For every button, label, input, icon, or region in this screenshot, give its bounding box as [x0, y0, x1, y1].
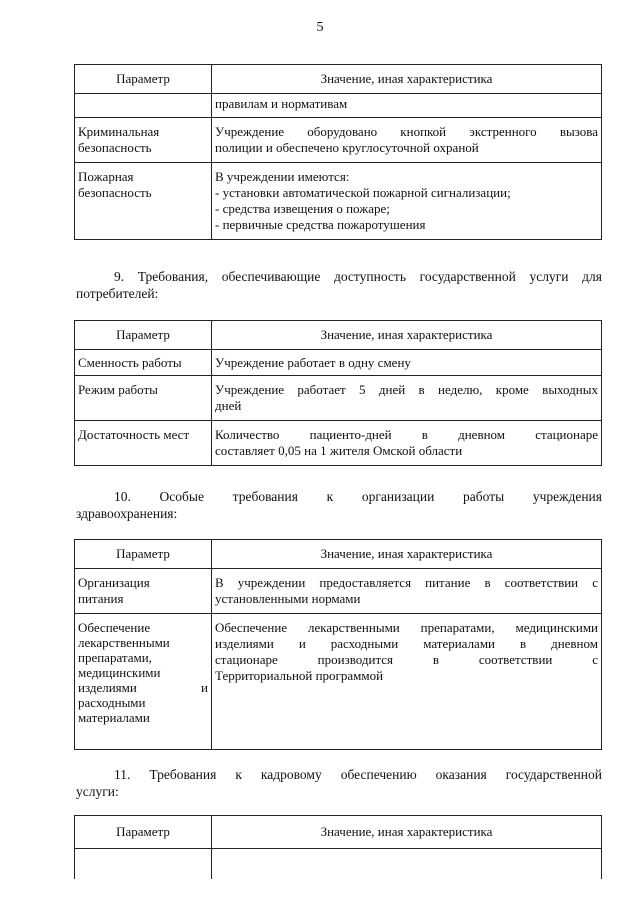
value-line: Учреждение работает в одну смену	[215, 355, 411, 370]
section-10-heading	[76, 488, 602, 522]
row-value	[212, 569, 602, 614]
row-value	[212, 421, 602, 466]
header-value: Значение, иная характеристика	[212, 816, 602, 849]
param-line: материалами	[78, 710, 150, 725]
value-line: - установки автоматической пожарной сигнализации;	[215, 185, 511, 200]
table-accessibility	[74, 320, 602, 466]
table-row	[75, 376, 602, 421]
value-line: Учреждение оборудовано кнопкой экстренного вызова	[215, 124, 598, 139]
row-param	[75, 94, 212, 118]
table-staffing	[74, 815, 602, 879]
value-line: Обеспечение лекарственными препаратами, медицинскими	[215, 620, 598, 635]
value-line: полиции и обеспечено круглосуточной охраной	[215, 140, 479, 155]
value-line: В учреждении предоставляется питание в соответствии с	[215, 575, 598, 590]
row-param	[75, 421, 212, 466]
value-line: Учреждение работает 5 дней в неделю, кроме выходных	[215, 382, 598, 397]
param-line: безопасность	[78, 185, 152, 200]
value-line: правилам и нормативам	[215, 96, 348, 111]
row-value	[212, 118, 602, 163]
header-param: Параметр	[75, 65, 212, 94]
header-value: Значение, иная характеристика	[212, 540, 602, 569]
row-param	[75, 118, 212, 163]
param-line: Организация	[78, 575, 150, 590]
row-param	[75, 569, 212, 614]
row-value	[212, 163, 602, 240]
value-line: Территориальной программой	[215, 668, 384, 683]
row-param	[75, 614, 212, 750]
param-line: медицинскими	[78, 665, 161, 680]
section-line: 9. Требования, обеспечивающие доступность государственной услуги для	[114, 269, 602, 284]
section-line: 10. Особые требования к организации работы учреждения	[114, 489, 602, 504]
row-value	[212, 849, 602, 879]
header-param: Параметр	[75, 540, 212, 569]
value-line: установленными нормами	[215, 591, 361, 606]
header-param: Параметр	[75, 321, 212, 350]
row-value	[212, 94, 602, 118]
header-value: Значение, иная характеристика	[212, 321, 602, 350]
row-param	[75, 350, 212, 376]
page-number: 5	[316, 20, 324, 35]
value-line: составляет 0,05 на 1 жителя Омской области	[215, 443, 463, 458]
row-value	[212, 614, 602, 750]
param-line: питания	[78, 591, 124, 606]
param-line: Достаточность мест	[78, 427, 190, 442]
section-line: услуги:	[76, 784, 119, 799]
table-row	[75, 118, 602, 163]
table-row	[75, 163, 602, 240]
param-line: Режим работы	[78, 382, 158, 397]
table-row	[75, 614, 602, 750]
table-header-row	[75, 816, 602, 849]
param-line: препаратами,	[78, 650, 152, 665]
table-safety	[74, 64, 602, 240]
table-organization	[74, 539, 602, 750]
row-value	[212, 350, 602, 376]
param-line: Криминальная	[78, 124, 160, 139]
header-param: Параметр	[75, 816, 212, 849]
row-param	[75, 376, 212, 421]
param-line: изделиями и	[78, 680, 208, 695]
section-line: здравоохранения:	[76, 506, 178, 521]
header-value: Значение, иная характеристика	[212, 65, 602, 94]
param-line: Обеспечение	[78, 620, 151, 635]
value-line: изделиями и расходными материалами в дневном	[215, 636, 598, 651]
value-line: - средства извещения о пожаре;	[215, 201, 390, 216]
table-header-row	[75, 65, 602, 94]
row-param	[75, 849, 212, 879]
table-header-row	[75, 321, 602, 350]
section-11-heading	[76, 766, 602, 800]
section-line: 11. Требования к кадровому обеспечению оказания государственной	[114, 767, 602, 782]
value-line: дней	[215, 398, 242, 413]
value-line: В учреждении имеются:	[215, 169, 350, 184]
table-header-row	[75, 540, 602, 569]
row-value	[212, 376, 602, 421]
param-line: Пожарная	[78, 169, 134, 184]
table-row	[75, 849, 602, 879]
value-line: стационаре производится в соответствии с	[215, 652, 598, 667]
section-9-heading	[76, 268, 602, 302]
table-row	[75, 94, 602, 118]
table-row	[75, 421, 602, 466]
value-line: Количество пациенто-дней в дневном стационаре	[215, 427, 598, 442]
param-line: Сменность работы	[78, 355, 182, 370]
table-row	[75, 569, 602, 614]
table-row	[75, 350, 602, 376]
param-line: лекарственными	[78, 635, 170, 650]
value-line: - первичные средства пожаротушения	[215, 217, 426, 232]
row-param	[75, 163, 212, 240]
param-line: расходными	[78, 695, 146, 710]
section-line: потребителей:	[76, 286, 159, 301]
param-line: безопасность	[78, 140, 152, 155]
